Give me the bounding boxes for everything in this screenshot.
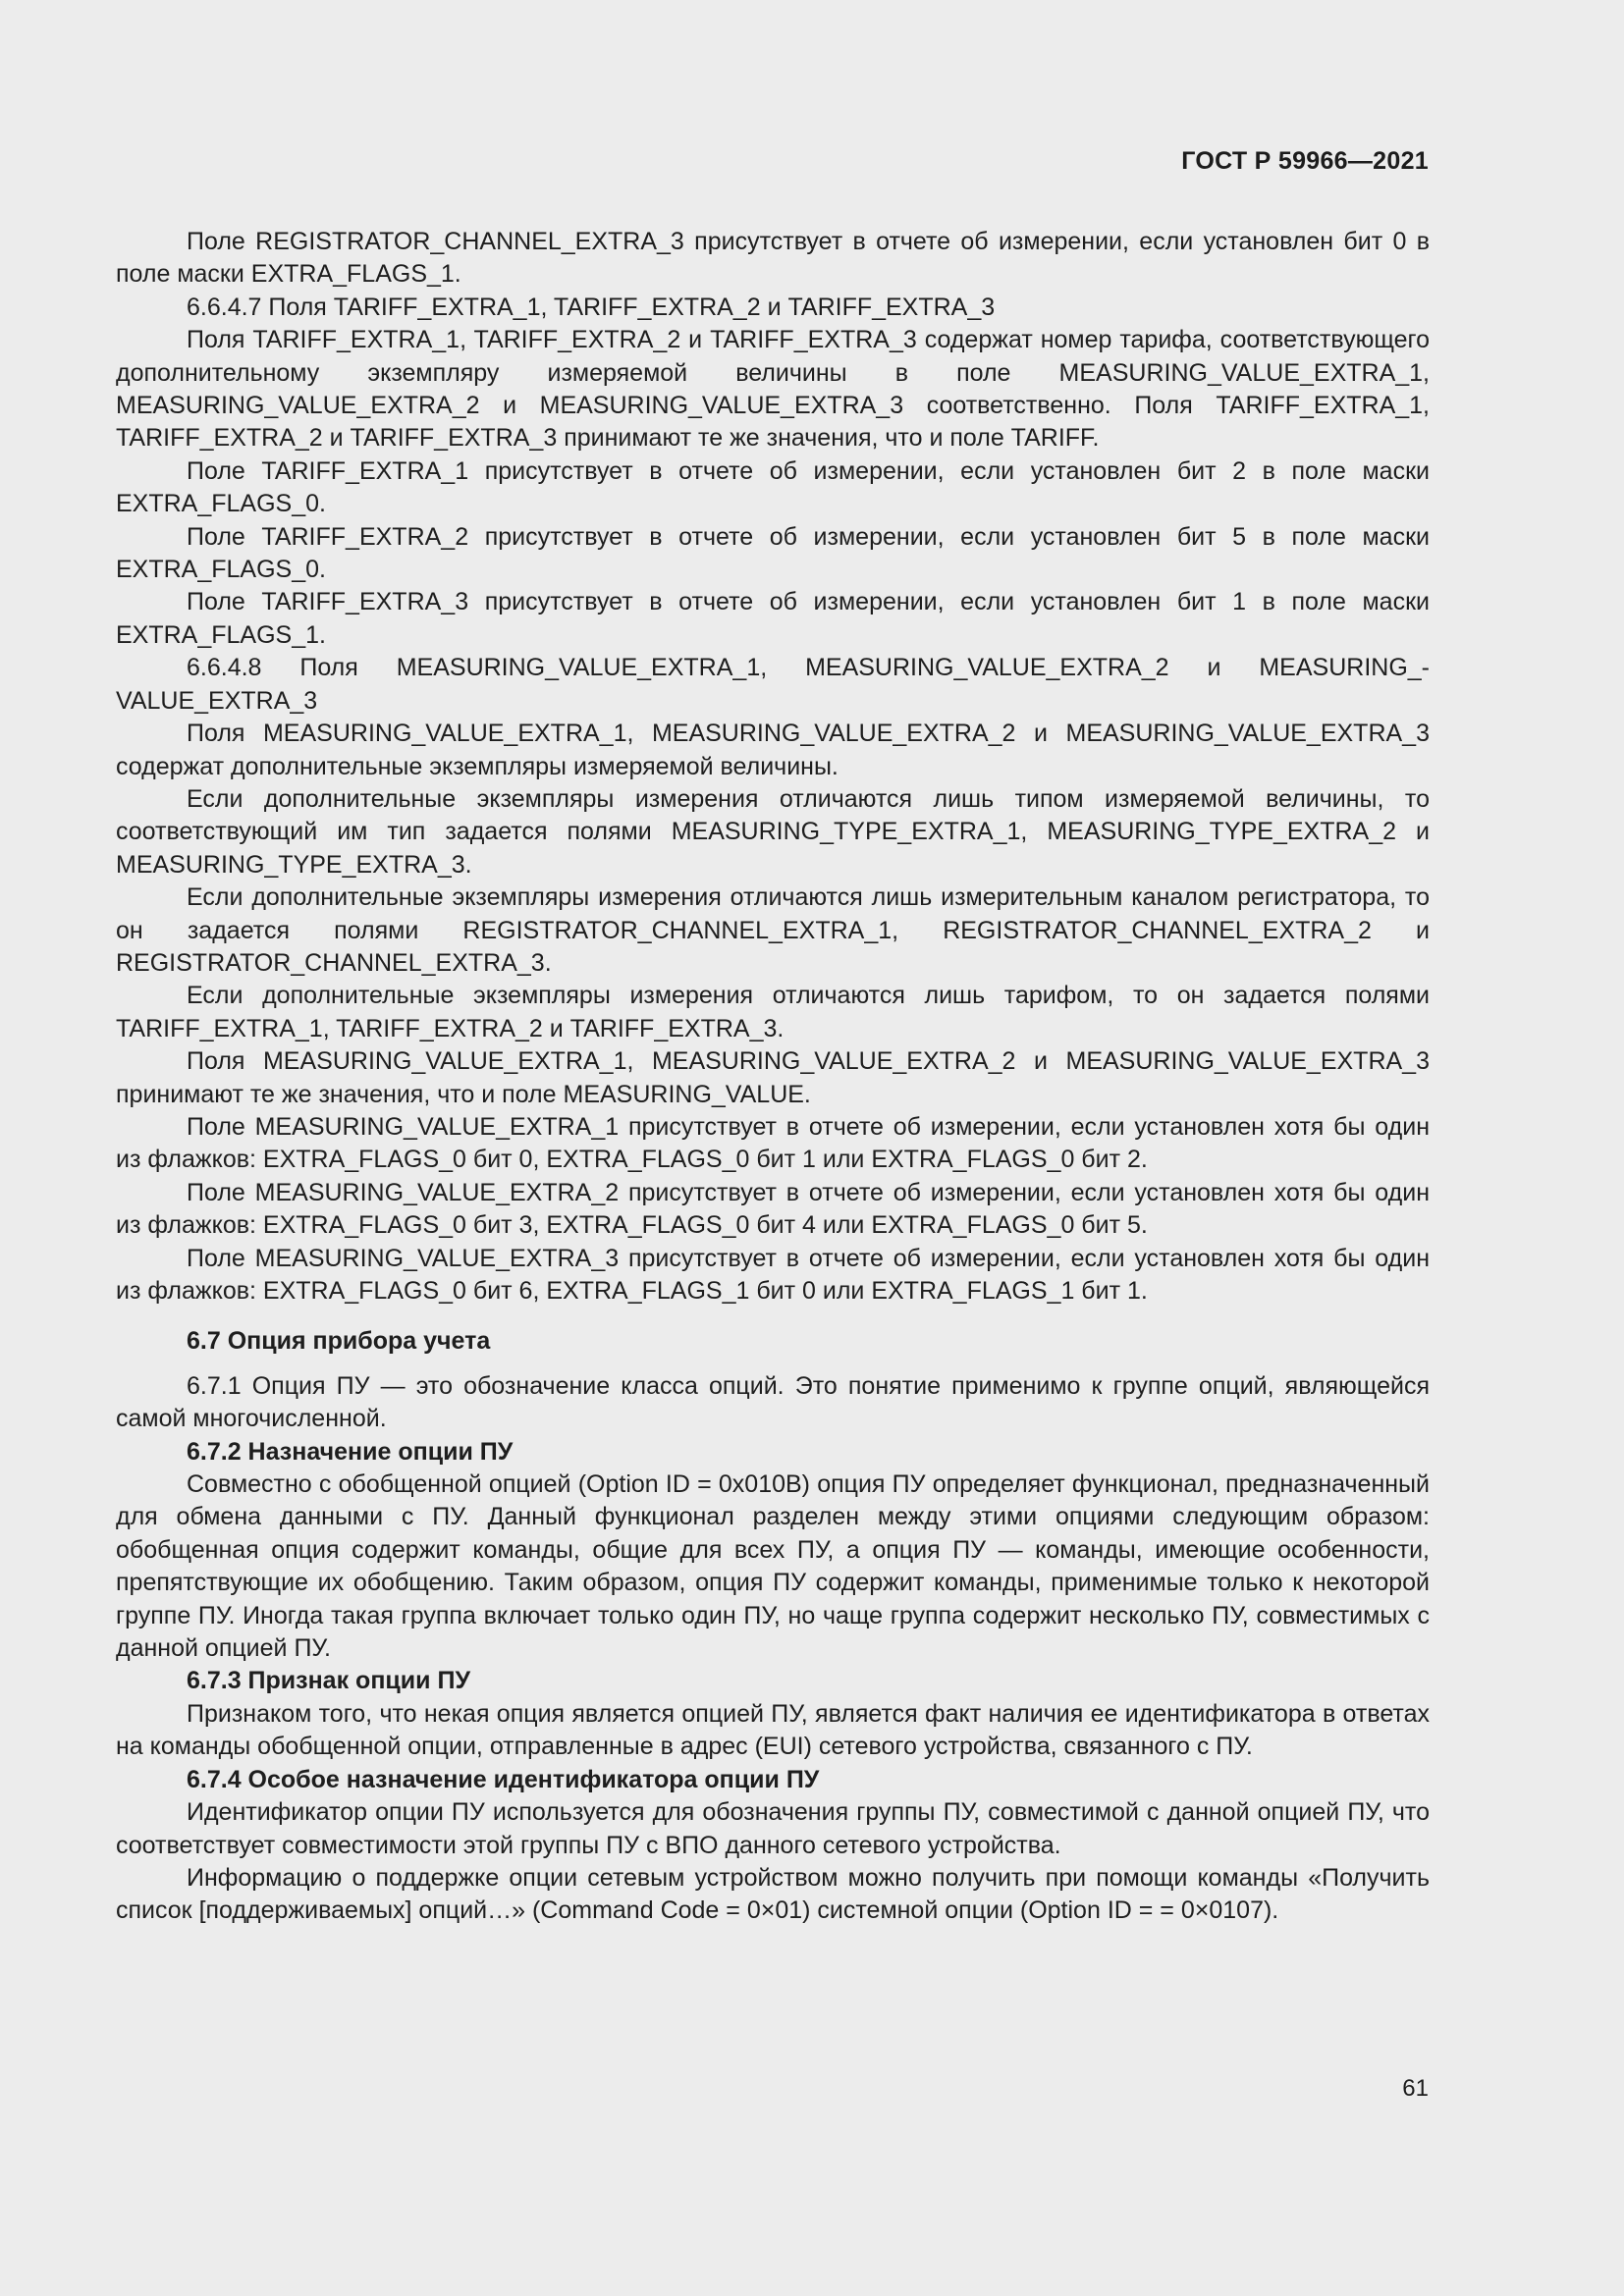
paragraph: Если дополнительные экземпляры измерения отличаются лишь измерительным каналом регистратора, то он задается полями REGISTRATOR_CHANNEL_EXTRA_1, REGISTRATOR_CHANNEL_EXTRA_2 и REGISTRATOR_CHANNEL_EXTRA_3. xyxy=(116,883,1430,977)
paragraph: 6.7.1 Опция ПУ — это обозначение класса опций. Это понятие применимо к группе опций, являющейся самой многочисленной. xyxy=(116,1371,1430,1433)
subsection-title: 6.6.4.7 Поля TARIFF_EXTRA_1, TARIFF_EXTRA_2 и TARIFF_EXTRA_3 xyxy=(187,293,996,321)
subsection-heading: 6.7.2 Назначение опции ПУ xyxy=(187,1437,514,1466)
page-number: 61 xyxy=(1402,2075,1429,2102)
subsection-heading: 6.7.4 Особое назначение идентификатора опции ПУ xyxy=(187,1765,820,1793)
paragraph: Поля TARIFF_EXTRA_1, TARIFF_EXTRA_2 и TARIFF_EXTRA_3 содержат номер тарифа, соответствующего дополнительному экземпляру измеряемой величины в поле MEASURING_VALUE_EXTRA_1, MEASURING_VALUE_EXTRA_2 и MEASURING_VALUE_EXTRA_3 соответственно. Поля TARIFF_EXTRA_1, TARIFF_EXTRA_2 и TARIFF_EXTRA_3 принимают те же значения, что и поле TARIFF. xyxy=(116,326,1430,453)
paragraph: Поле MEASURING_VALUE_EXTRA_2 присутствует в отчете об измерении, если установлен хотя бы один из флажков: EXTRA_FLAGS_0 бит 3, EXTRA_FLAGS_0 бит 4 или EXTRA_FLAGS_0 бит 5. xyxy=(116,1178,1430,1240)
paragraph: Совместно с обобщенной опцией (Option ID = 0x010B) опция ПУ определяет функционал, предназначенный для обмена данными с ПУ. Данный функционал разделен между этими опциями следующим образом: обобщенная опция содержит команды, общие для всех ПУ, а опция ПУ — команды, имеющие особенности, препятствующие их обобщению. Таким образом, опция ПУ содержит команды, применимые только к некоторой группе ПУ. Иногда такая группа включает только один ПУ, но чаще группа содержит несколько ПУ, совместимых с данной опцией ПУ. xyxy=(116,1470,1430,1663)
document-header: ГОСТ Р 59966—2021 xyxy=(1181,147,1429,175)
paragraph: Поле TARIFF_EXTRA_3 присутствует в отчете об измерении, если установлен бит 1 в поле маски EXTRA_FLAGS_1. xyxy=(116,588,1430,649)
paragraph: Поле TARIFF_EXTRA_2 присутствует в отчете об измерении, если установлен бит 5 в поле маски EXTRA_FLAGS_0. xyxy=(116,522,1430,584)
subsection-heading: 6.7.3 Признак опции ПУ xyxy=(187,1667,470,1695)
paragraph: Поля MEASURING_VALUE_EXTRA_1, MEASURING_VALUE_EXTRA_2 и MEASURING_VALUE_EXTRA_3 содержат дополнительные экземпляры измеряемой величины. xyxy=(116,720,1430,780)
paragraph: Признаком того, что некая опция является опцией ПУ, является факт наличия ее идентификатора в ответах на команды обобщенной опции, отправленные в адрес (EUI) сетевого устройства, связанного с ПУ. xyxy=(116,1699,1430,1761)
paragraph: Идентификатор опции ПУ используется для обозначения группы ПУ, совместимой с данной опцией ПУ, что соответствует совместимости этой группы ПУ с ВПО данного сетевого устройства. xyxy=(116,1798,1430,1859)
paragraph: Если дополнительные экземпляры измерения отличаются лишь тарифом, то он задается полями TARIFF_EXTRA_1, TARIFF_EXTRA_2 и TARIFF_EXTRA_3. xyxy=(116,982,1430,1042)
page-body xyxy=(116,226,1430,1928)
paragraph: Поле MEASURING_VALUE_EXTRA_3 присутствует в отчете об измерении, если установлен хотя бы один из флажков: EXTRA_FLAGS_0 бит 6, EXTRA_FLAGS_1 бит 0 или EXTRA_FLAGS_1 бит 1. xyxy=(116,1244,1430,1305)
paragraph: Поля MEASURING_VALUE_EXTRA_1, MEASURING_VALUE_EXTRA_2 и MEASURING_VALUE_EXTRA_3 принимают те же значения, что и поле MEASURING_VALUE. xyxy=(116,1047,1430,1108)
paragraph: Поле TARIFF_EXTRA_1 присутствует в отчете об измерении, если установлен бит 2 в поле маски EXTRA_FLAGS_0. xyxy=(116,456,1430,518)
subsection-title: 6.6.4.8 Поля MEASURING_VALUE_EXTRA_1, MEASURING_VALUE_EXTRA_2 и MEASURING_VALUE_EXTRA_3 xyxy=(116,654,1430,715)
section-heading: 6.7 Опция прибора учета xyxy=(187,1327,491,1356)
paragraph: Поле MEASURING_VALUE_EXTRA_1 присутствует в отчете об измерении, если установлен хотя бы один из флажков: EXTRA_FLAGS_0 бит 0, EXTRA_FLAGS_0 бит 1 или EXTRA_FLAGS_0 бит 2. xyxy=(116,1112,1430,1174)
paragraph: Поле REGISTRATOR_CHANNEL_EXTRA_3 присутствует в отчете об измерении, если установлен бит 0 в поле маски EXTRA_FLAGS_1. xyxy=(116,228,1430,289)
paragraph: Информацию о поддержке опции сетевым устройством можно получить при помощи команды «Получить список [поддерживаемых] опций…» (Command Code = 0×01) системной опции (Option ID = = 0×0107). xyxy=(116,1863,1430,1925)
paragraph: Если дополнительные экземпляры измерения отличаются лишь типом измеряемой величины, то соответствующий им тип задается полями MEASURING_TYPE_EXTRA_1, MEASURING_TYPE_EXTRA_2 и MEASURING_TYPE_EXTRA_3. xyxy=(116,784,1430,879)
